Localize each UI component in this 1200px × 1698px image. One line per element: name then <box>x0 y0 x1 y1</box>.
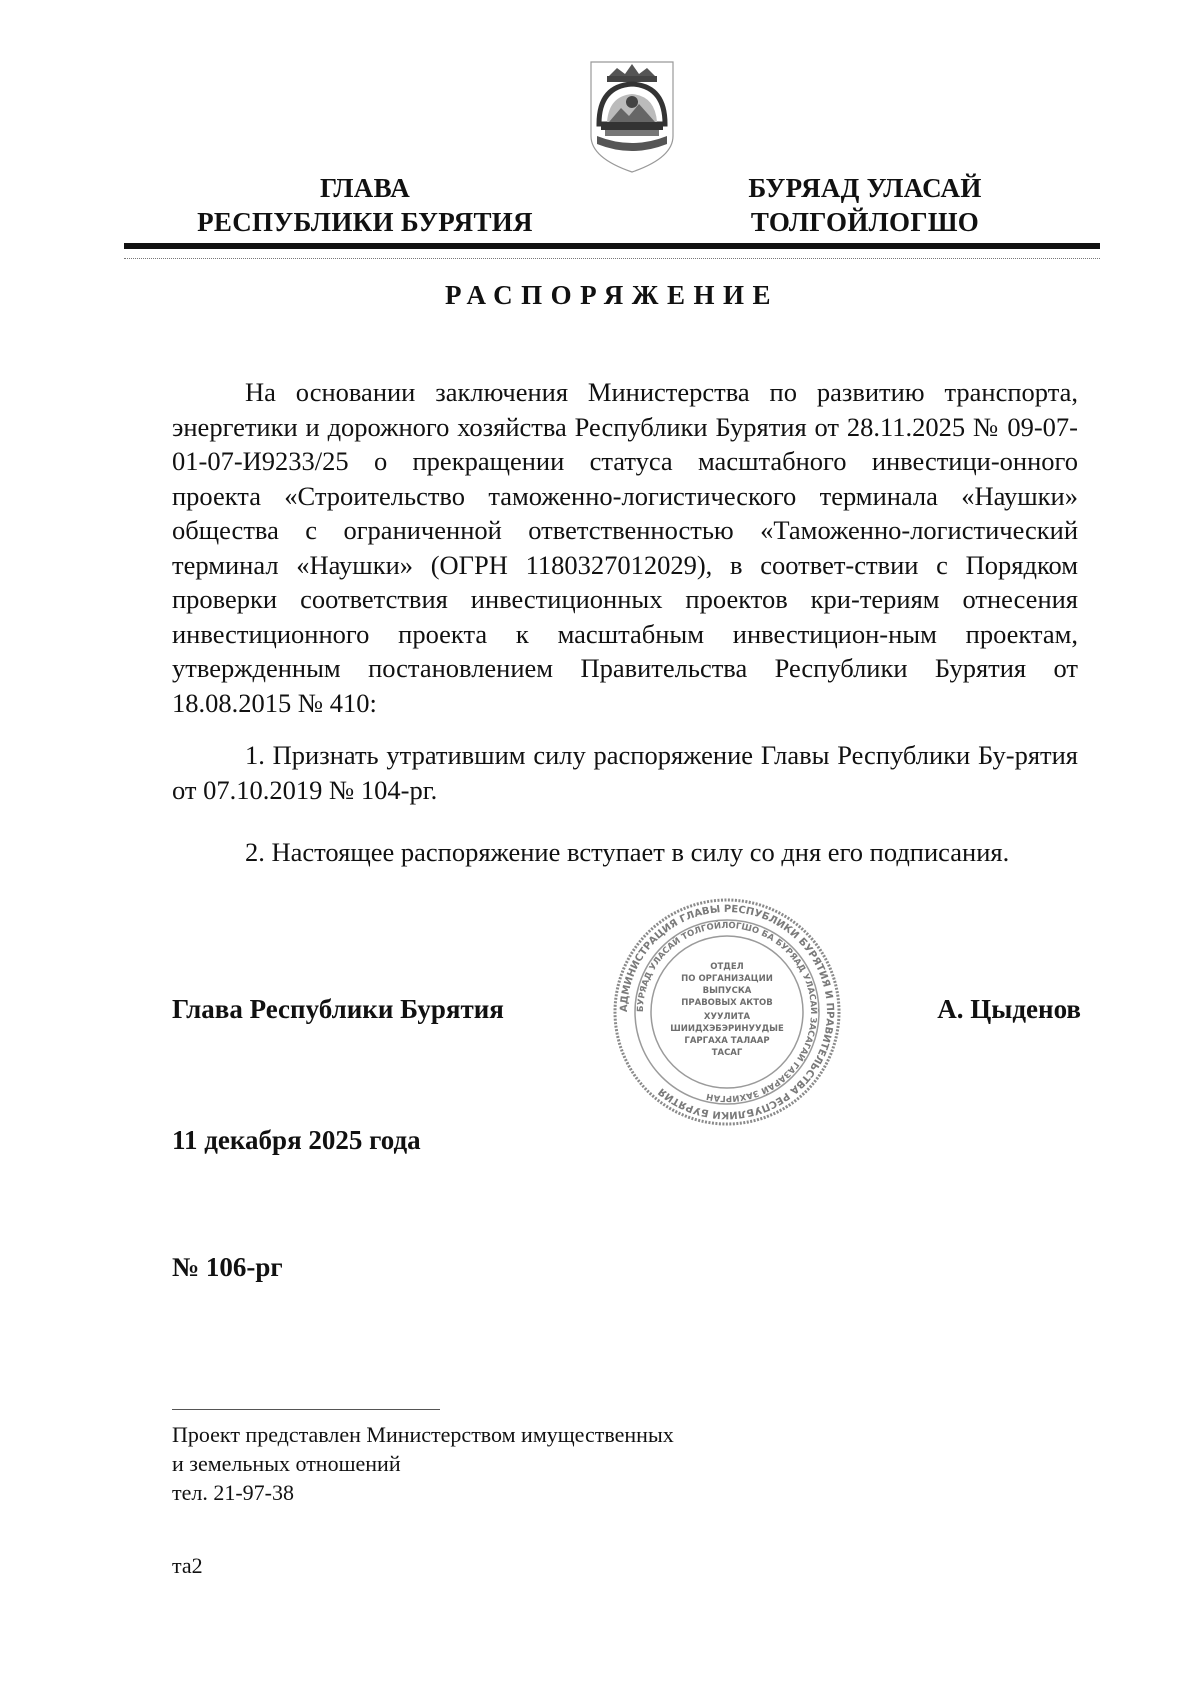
seal-line-1: ОТДЕЛ <box>710 962 744 972</box>
header-divider <box>124 243 1100 249</box>
footnote-line-1: Проект представлен Министерством имущественных <box>172 1422 674 1447</box>
header-divider-thin <box>124 258 1100 259</box>
seal-line-4: ПРАВОВЫХ АКТОВ <box>681 998 773 1008</box>
header-right-line2: ТОЛГОЙЛОГШО <box>750 207 980 237</box>
seal-line-2: ПО ОРГАНИЗАЦИИ <box>681 974 773 984</box>
document-title: РАСПОРЯЖЕНИЕ <box>444 280 780 310</box>
signatory-name: А. Цыденов <box>937 994 1081 1024</box>
order-item-1: 1. Признать утратившим силу распоряжение Главы Республики Бу-рятия от 07.10.2019 № 104-рг. <box>172 740 1078 805</box>
seal-line-8: ТАСАГ <box>711 1048 743 1058</box>
seal-line-6: ШИИДХЭБЭРИНУУДЫЕ <box>670 1024 784 1034</box>
registration-code: та2 <box>172 1553 203 1578</box>
header-left-line2: РЕСПУБЛИКИ БУРЯТИЯ <box>197 207 533 237</box>
footnote <box>172 1420 674 1507</box>
header-right <box>700 171 1030 239</box>
document-number: № 106-рг <box>172 1252 283 1282</box>
seal-ring-outer-text: АДМИНИСТРАЦИЯ ГЛАВЫ РЕСПУБЛИКИ БУРЯТИЯ И ПРАВИТЕЛЬСТВА РЕСПУБЛИКИ БУРЯТИЯ <box>618 903 836 1121</box>
seal-line-7: ГАРГАХА ТАЛААР <box>684 1036 770 1046</box>
footnote-line-2: и земельных отношений <box>172 1451 401 1476</box>
seal-ring-inner-text: БУРЯАД УЛАСАЙ ТОЛГОЙЛОГШО БА БУРЯАД УЛАСАЙ ЗАСАГАЙ ГАЗАРАЙ ЗАХИРГАН <box>635 920 819 1104</box>
header-left-line1: ГЛАВА <box>319 173 411 203</box>
order-item-2: 2. Настоящее распоряжение вступает в силу со дня его подписания. <box>245 837 1010 867</box>
official-seal-icon <box>612 897 842 1127</box>
signatory-position: Глава Республики Бурятия <box>172 994 504 1024</box>
footnote-divider <box>172 1409 440 1410</box>
footnote-phone: тел. 21-97-38 <box>172 1480 295 1505</box>
coat-of-arms-icon <box>587 58 677 174</box>
header-right-line1: БУРЯАД УЛАСАЙ <box>748 173 982 203</box>
basis-paragraph: На основании заключения Министерства по развитию транспорта, энергетики и дорожного хозяйства Республики Бурятия от 28.11.2025 № 09-07-01-07-И9233/25 о прекращении статуса масштабного инвестици-онного проекта «Строительство таможенно-логистического терминала «Наушки» общества с ограниченной ответственностью «Таможенно-логистический терминал «Наушки» (ОГРН 1180327012029), в соответ-ствии с Порядком проверки соответствия инвестиционных проектов кри-териям отнесения инвестиционного проекта к масштабным инвестицион-ным проектам, утвержденным постановлением Правительства Республики Бурятия от 18.08.2015 № 410: <box>172 377 1078 718</box>
seal-line-5: ХУУЛИТА <box>703 1012 751 1022</box>
document-date: 11 декабря 2025 года <box>172 1125 421 1155</box>
seal-line-3: ВЫПУСКА <box>702 986 752 996</box>
header-left <box>150 171 580 239</box>
